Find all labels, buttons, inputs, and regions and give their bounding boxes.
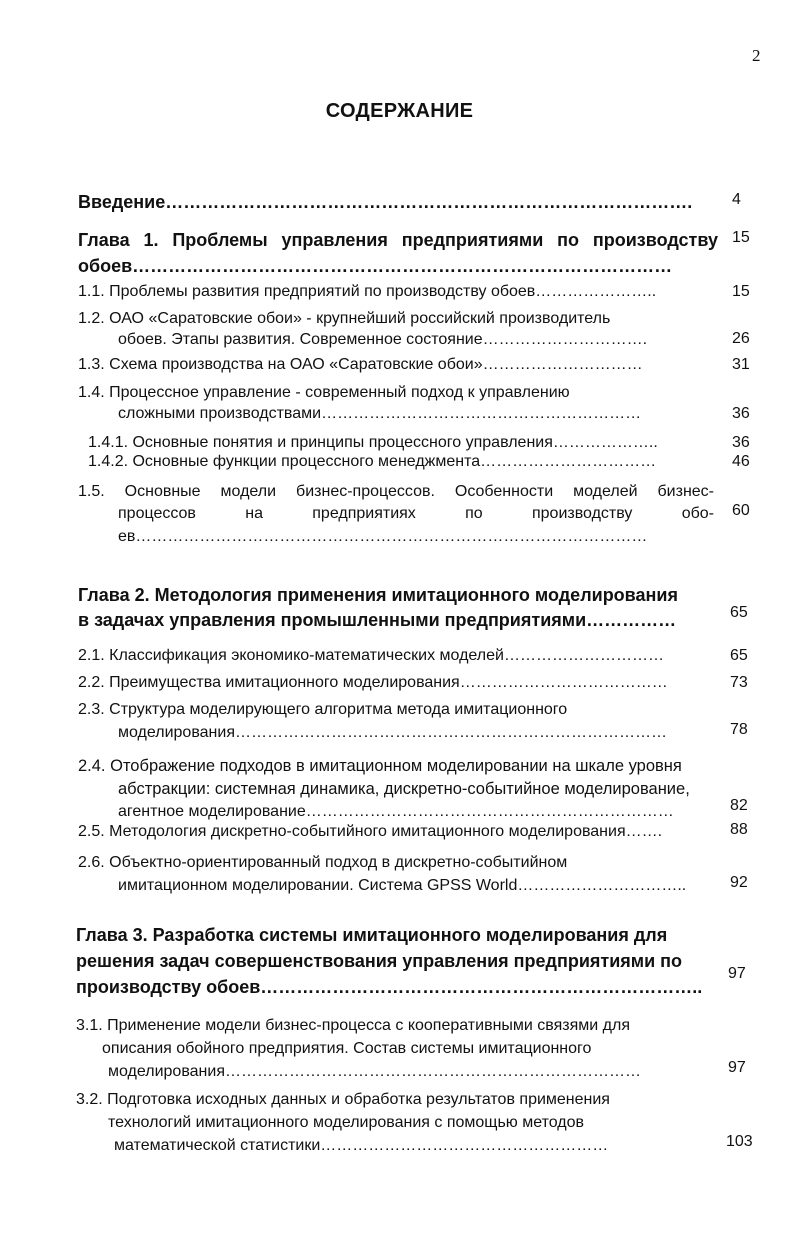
toc-entry-2-2: 2.2. Преимущества имитационного моделирования………………………………… xyxy=(78,674,668,691)
toc-entry-3-1: 3.1. Применение модели бизнес-процесса с кооперативными связями для xyxy=(76,1017,630,1034)
toc-entry-3-2-cont: технологий имитационного моделирования с помощью методов xyxy=(108,1114,585,1131)
toc-page: 36 xyxy=(732,434,750,451)
toc-entry-1-4-2: 1.4.2. Основные функции процессного менеджмента…………………………… xyxy=(88,453,657,470)
toc-entry-1-3: 1.3. Схема производства на ОАО «Саратовские обои»………………………… xyxy=(78,356,643,373)
toc-entry-1-4: 1.4. Процессное управление - современный подход к управлению xyxy=(78,384,570,401)
toc-entry-2-4-cont: абстракции: системная динамика, дискретно-событийное моделирование, xyxy=(118,780,690,798)
toc-entry-intro: Введение……………………………………………………………………………. xyxy=(78,192,693,212)
toc-page: 73 xyxy=(730,674,748,691)
toc-page: 60 xyxy=(732,502,750,519)
toc-chapter-2-title-cont: в задачах управления промышленными предприятиями…………… xyxy=(78,610,677,630)
toc-page: 88 xyxy=(730,821,748,838)
toc-page: 97 xyxy=(728,965,746,982)
toc-entry-2-3: 2.3. Структура моделирующего алгоритма метода имитационного xyxy=(78,701,568,718)
toc-entry-1-4-cont: сложными производствами…………………………………………………… xyxy=(118,405,642,422)
toc-entry-3-2-cont2: математической статистики……………………………………………… xyxy=(114,1137,609,1154)
toc-page: 36 xyxy=(732,405,750,422)
toc-chapter-3-title-cont: решения задач совершенствования управления предприятиями по xyxy=(76,951,683,971)
toc-entry-2-1: 2.1. Классификация экономико-математических моделей………………………… xyxy=(78,647,664,664)
toc-page: 92 xyxy=(730,874,748,891)
toc-entry-2-4: 2.4. Отображение подходов в имитационном моделировании на шкале уровня xyxy=(78,757,682,775)
toc-page: 4 xyxy=(732,191,741,208)
toc-chapter-3-title-cont2: производству обоев……………………………………………………………….. xyxy=(76,977,703,997)
toc-entry-3-1-cont: описания обойного предприятия. Состав системы имитационного xyxy=(102,1040,592,1057)
toc-entry-2-4-cont2: агентное моделирование…………………………………………………………… xyxy=(118,803,674,820)
toc-page: 65 xyxy=(730,647,748,664)
toc-entry-2-6: 2.6. Объектно-ориентированный подход в дискретно-событийном xyxy=(78,854,568,871)
toc-entry-1-2-cont: обоев. Этапы развития. Современное состояние…………………………. xyxy=(118,331,648,348)
toc-entry-1-1: 1.1. Проблемы развития предприятий по производству обоев………………….. xyxy=(78,283,657,300)
toc-entry-2-3-cont: моделирования……………………………………………………………………… xyxy=(118,724,667,741)
toc-entry-3-2: 3.2. Подготовка исходных данных и обработка результатов применения xyxy=(76,1091,610,1108)
toc-chapter-1-title-cont: обоев……………………………………………………………………………… xyxy=(78,256,673,276)
page-number: 2 xyxy=(752,46,761,65)
toc-page: 26 xyxy=(732,330,750,347)
toc-page: 97 xyxy=(728,1059,746,1076)
toc-heading: СОДЕРЖАНИЕ xyxy=(325,100,474,122)
toc-page: 15 xyxy=(732,229,750,246)
toc-page: 15 xyxy=(732,283,750,300)
toc-entry-2-6-cont: имитационном моделировании. Система GPSS World………………………….. xyxy=(118,877,687,894)
toc-entry-1-2: 1.2. ОАО «Саратовские обои» - крупнейший российский производитель xyxy=(78,310,611,327)
toc-entry-1-5-cont2: ев…………………………………………………………………………………… xyxy=(118,528,648,545)
toc-chapter-2-title: Глава 2. Методология применения имитационного моделирования xyxy=(78,585,678,605)
toc-chapter-3-title: Глава 3. Разработка системы имитационного моделирования для xyxy=(76,925,668,945)
toc-page: 103 xyxy=(726,1133,753,1150)
toc-page: 82 xyxy=(730,797,748,814)
toc-page: 46 xyxy=(732,453,750,470)
toc-page: 31 xyxy=(732,356,750,373)
toc-page: 78 xyxy=(730,721,748,738)
toc-entry-3-1-cont2: моделирования…………………………………………………………………… xyxy=(108,1063,641,1080)
toc-page: 65 xyxy=(730,604,748,621)
toc-entry-1-4-1: 1.4.1. Основные понятия и принципы процессного управления……………….. xyxy=(88,434,658,451)
toc-entry-1-5-cont: процессов на предприятиях по производству обо- xyxy=(118,505,714,522)
toc-chapter-1-title: Глава 1. Проблемы управления предприятиями по производству xyxy=(78,230,718,250)
toc-entry-2-5: 2.5. Методология дискретно-событийного имитационного моделирования……. xyxy=(78,823,663,840)
toc-entry-1-5: 1.5. Основные модели бизнес-процессов. Особенности моделей бизнес- xyxy=(78,483,714,500)
